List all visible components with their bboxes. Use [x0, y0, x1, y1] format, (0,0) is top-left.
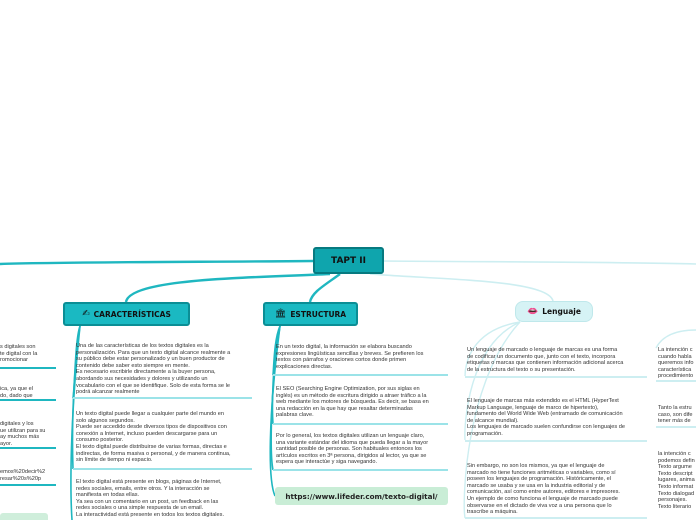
- left-fragment-4: emos%20decir%2 resar%20s%20p: [0, 469, 46, 482]
- branch-caracteristicas-label: CARACTERÍSTICAS: [93, 309, 171, 319]
- caracteristicas-note-3: El texto digital está presente en blogs, páginas de Internet, redes sociales, emails, entre otros. Y la interacción se manifiesta en todas ellas. Ya sea con un comentario en un post, un feedback en las redes sociales o una simple respuesta de un email. La interactividad está presente en todos los textos digitales.: [76, 479, 225, 518]
- right-fragment-1: La intención c cuando habla queremos info característica procedimiento: [658, 347, 694, 380]
- source-link[interactable]: [275, 487, 448, 505]
- connector-root-estructura: [310, 274, 340, 302]
- building-icon: 🏛: [274, 309, 287, 319]
- right-fragment-2: Tanto la estru caso, son dife tener más de: [658, 405, 693, 425]
- root-label: TAPT II: [331, 255, 366, 266]
- caracteristicas-note-1: Una de las características de los textos digitales es la personalización. Para que un texto digital alcance realmente a su público debe estar personalizado y un buen productor de contenido debe saber esto siempre en mente. Es necesario escribirle directamente a la buyer persona, abordando sus necesidades y dolores y utilizando un vocabulario con el que se identifique. Solo de esta forma se le podrá alcanzar realmente: [76, 343, 231, 396]
- lenguaje-note-1: Un lenguaje de marcado o lenguaje de marcas es una forma de codificar un documento que, junto con el texto, incorpora etiquetas o marcas que contienen información adicional acerca de la estructura del texto o su presentación.: [467, 347, 624, 373]
- writing-hand-icon: ✍: [82, 309, 90, 319]
- branch-estructura[interactable]: [263, 302, 358, 326]
- source-link-text[interactable]: https://www.lifeder.com/texto-digital/: [285, 491, 438, 501]
- estructura-note-3: Por lo general, los textos digitales utilizan un lenguaje claro, una variante estándar del idioma que pueda llegar a la mayor cantidad posible de personas. Son habituales entonces los artículos escritos en 3ª persona, dirigidos al lector, ya que se espera que interactúe y siga navegando.: [276, 433, 429, 466]
- branch-lenguaje[interactable]: [515, 301, 593, 322]
- connector-root-left: [0, 261, 313, 264]
- left-link-stub: [0, 513, 48, 520]
- connector-root-caracteristicas: [126, 274, 330, 302]
- lenguaje-note-3: Sin embargo, no son los mismos, ya que el lenguaje de marcado no tiene funciones aritméticas o variables, como sí poseen los lenguajes de programación. Históricamente, el marcado se usaba y se usa en la industria editorial y de comunicación, así como entre autores, editores e impresores. Un ejemplo de como funciona el lenguaje de marcado puede observarse en el dictado de viva voz a una persona que lo trascribe a máquina.: [467, 463, 620, 516]
- left-fragment-2: ica, ya que el do, dado que: [0, 386, 33, 399]
- branch-lenguaje-label: Lenguaje: [542, 307, 581, 316]
- left-fragment-1: s digitales son te digital con la romocionar: [0, 344, 38, 364]
- estructura-note-1: En un texto digital, la información se elabora buscando expresiones lingüísticas sencillas y breves. Se prefieren los textos con párrafos y oraciones cortos donde primen explicaciones directas.: [276, 344, 424, 370]
- caracteristicas-note-2: Un texto digital puede llegar a cualquier parte del mundo en solo algunos segundos. Puede ser accedido desde diversos tipos de dispositivos con conexión a Internet, incluso pueden descargarse para un consumo posterior. El texto digital puede distribuirse de varias formas, directas e indirectas, de forma masiva o personal, y de manera continua, sin límite de tiempo ni espacio.: [76, 411, 231, 464]
- root-node[interactable]: [313, 247, 384, 274]
- lips-icon: 👄: [527, 306, 539, 317]
- estructura-note-2: El SEO (Searching Engine Optimization, por sus siglas en inglés) es un método de escritura dirigido a atraer tráfico a la web mediante los motores de búsqueda. Es decir, se basa en una redacción en la que hay que resaltar determinadas palabras clave.: [276, 386, 429, 419]
- right-fragment-3: la intención c podemos defin Texto argume Texto descript lugares, anima Texto informat Texto dialogad personajes. Texto literario: [658, 451, 695, 510]
- lenguaje-note-2: El lenguaje de marcas más extendido es el HTML (HyperText Markup Language, lenguaje de marco de hipertexto), fundamento del World Wide Web (entramado de comunicación de alcance mundial). Los lenguajes de marcado suelen confundirse con lenguajes de programación.: [467, 398, 625, 437]
- connector-root-lenguaje: [370, 274, 553, 301]
- connector-root-right: [384, 261, 696, 264]
- branch-estructura-label: ESTRUCTURA: [290, 309, 347, 319]
- left-fragment-3: digitales y los ue utilizan para su ay muchos más ayor.: [0, 421, 46, 447]
- connector-right-1: [656, 330, 696, 348]
- branch-caracteristicas[interactable]: [63, 302, 190, 326]
